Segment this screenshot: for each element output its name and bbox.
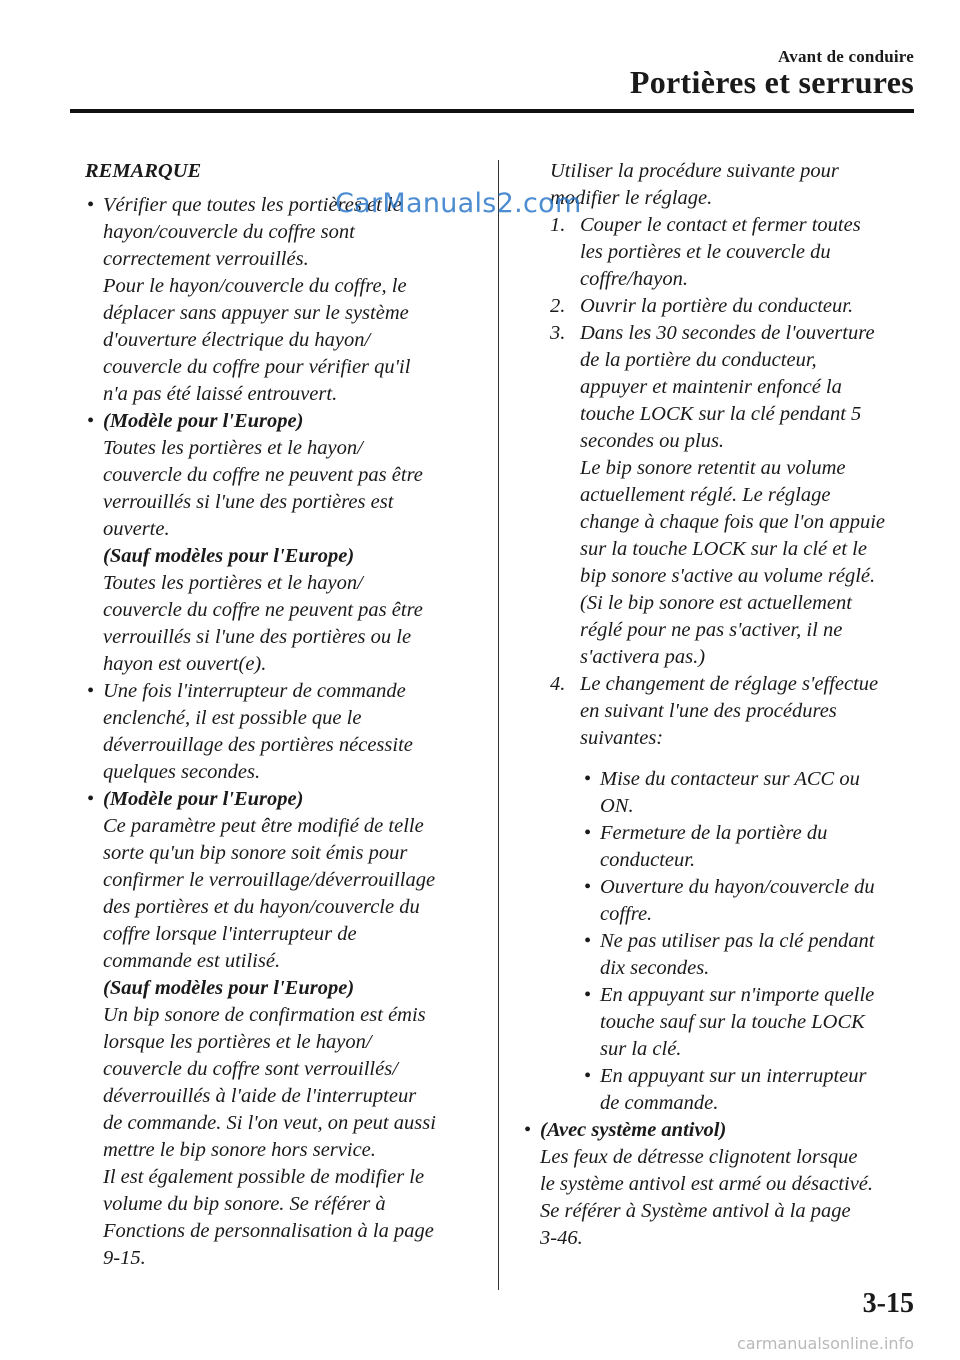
step-number: 1.: [550, 214, 566, 236]
text-line: en suivant l'une des procédures: [580, 700, 837, 722]
text-line: les portières et le couvercle du: [580, 241, 831, 263]
text-line: Ce paramètre peut être modifié de telle: [103, 815, 424, 837]
step-number: 4.: [550, 673, 566, 695]
sub-bullet-5: [512, 982, 922, 1063]
text-line: confirmer le verrouillage/déverrouillage: [103, 869, 436, 891]
text-line: Toutes les portières et le hayon/: [103, 572, 363, 594]
text-line: coffre/hayon.: [580, 268, 688, 290]
sub-bullet-2: [512, 820, 922, 874]
text-line: suivantes:: [580, 727, 664, 749]
text-line: conducteur.: [600, 849, 696, 871]
sub-bullet-4: [512, 928, 922, 982]
bullet-icon: •: [584, 984, 592, 1006]
text-line: Dans les 30 secondes de l'ouverture: [580, 322, 875, 344]
text-line: Les feux de détresse clignotent lorsque: [540, 1146, 858, 1168]
text-line: appuyer et maintenir enfoncé la: [580, 376, 842, 398]
bullet-icon: •: [87, 788, 95, 810]
text-line: déplacer sans appuyer sur le système: [103, 302, 409, 324]
text-line: Vérifier que toutes les portières et le: [103, 194, 402, 216]
bullet-icon: •: [584, 930, 592, 952]
text-line: réglé pour ne pas s'activer, il ne: [580, 619, 843, 641]
bullet-icon: •: [87, 410, 95, 432]
text-line: commande est utilisé.: [103, 950, 281, 972]
text-line: verrouillés si l'une des portières est: [103, 491, 394, 513]
header-rule: [70, 109, 914, 113]
text-line: n'a pas été laissé entrouvert.: [103, 383, 338, 405]
text-line: Mise du contacteur sur ACC ou: [600, 768, 860, 790]
note-bullet-1: [75, 192, 485, 408]
note-bullet-3: [75, 678, 485, 786]
model-heading: (Avec système antivol): [540, 1119, 727, 1141]
section-title: Portières et serrures: [629, 64, 914, 100]
text-line: hayon est ouvert(e).: [103, 653, 267, 675]
model-heading: (Modèle pour l'Europe): [103, 410, 304, 432]
text-line: des portières et du hayon/couvercle du: [103, 896, 420, 918]
text-line: coffre.: [600, 903, 653, 925]
text-line: quelques secondes.: [103, 761, 261, 783]
text-line: Le changement de réglage s'effectue: [580, 673, 879, 695]
text-line: Ouverture du hayon/couvercle du: [600, 876, 875, 898]
page-number: 3-15: [862, 1288, 914, 1319]
step-3: [512, 320, 922, 671]
text-line: touche sauf sur la touche LOCK: [600, 1011, 865, 1033]
text-line: ouverte.: [103, 518, 170, 540]
text-line: Couper le contact et fermer toutes: [580, 214, 861, 236]
text-line: le système antivol est armé ou désactivé.: [540, 1173, 874, 1195]
text-line: couvercle du coffre ne peuvent pas être: [103, 464, 423, 486]
text-line: couvercle du coffre pour vérifier qu'il: [103, 356, 411, 378]
note-bullet-4: [75, 786, 485, 1272]
antivol-bullet: [512, 1117, 922, 1252]
text-line: enclenché, il est possible que le: [103, 707, 362, 729]
text-line: sur la clé.: [600, 1038, 682, 1060]
text-line: Pour le hayon/couvercle du coffre, le: [103, 275, 407, 297]
text-line: déverrouillés à l'aide de l'interrupteur: [103, 1085, 417, 1107]
model-heading: (Modèle pour l'Europe): [103, 788, 304, 810]
text-line: couvercle du coffre ne peuvent pas être: [103, 599, 423, 621]
model-heading: (Sauf modèles pour l'Europe): [103, 545, 355, 567]
text-line: de la portière du conducteur,: [580, 349, 817, 371]
step-1: [512, 212, 922, 293]
bullet-icon: •: [584, 1065, 592, 1087]
footer-watermark: carmanualsonline.info: [736, 1334, 914, 1353]
text-line: 9-15.: [103, 1247, 146, 1269]
bullet-icon: •: [584, 822, 592, 844]
text-line: couvercle du coffre sont verrouillés/: [103, 1058, 398, 1080]
text-line: Se référer à Système antivol à la page: [540, 1200, 851, 1222]
text-line: hayon/couvercle du coffre sont: [103, 221, 355, 243]
text-line: s'activera pas.): [580, 646, 706, 668]
note-title: REMARQUE: [85, 160, 202, 182]
step-2: [512, 293, 922, 320]
text-line: touche LOCK sur la clé pendant 5: [580, 403, 862, 425]
step-number: 3.: [550, 322, 566, 344]
bullet-icon: •: [87, 680, 95, 702]
text-line: mettre le bip sonore hors service.: [103, 1139, 376, 1161]
text-line: verrouillés si l'une des portières ou le: [103, 626, 412, 648]
text-line: (Si le bip sonore est actuellement: [580, 592, 852, 614]
text-line: de commande.: [600, 1092, 719, 1114]
text-line: modifier le réglage.: [550, 187, 713, 209]
text-line: En appuyant sur n'importe quelle: [600, 984, 875, 1006]
text-line: Un bip sonore de confirmation est émis: [103, 1004, 426, 1026]
text-line: déverrouillage des portières nécessite: [103, 734, 413, 756]
text-line: ON.: [600, 795, 634, 817]
text-line: Fonctions de personnalisation à la page: [103, 1220, 434, 1242]
text-line: lorsque les portières et le hayon/: [103, 1031, 372, 1053]
text-line: Toutes les portières et le hayon/: [103, 437, 363, 459]
text-line: Utiliser la procédure suivante pour: [550, 160, 839, 182]
text-line: Le bip sonore retentit au volume: [580, 457, 846, 479]
text-line: Il est également possible de modifier le: [103, 1166, 425, 1188]
sub-bullet-6: [512, 1063, 922, 1117]
bullet-icon: •: [87, 194, 95, 216]
text-line: change à chaque fois que l'on appuie: [580, 511, 885, 533]
text-line: dix secondes.: [600, 957, 710, 979]
spacer: [512, 752, 922, 766]
bullet-icon: •: [584, 768, 592, 790]
text-line: sorte qu'un bip sonore soit émis pour: [103, 842, 408, 864]
left-column: [75, 158, 485, 1272]
text-line: bip sonore s'active au volume réglé.: [580, 565, 876, 587]
text-line: sur la touche LOCK sur la clé et le: [580, 538, 867, 560]
model-heading: (Sauf modèles pour l'Europe): [103, 977, 355, 999]
sub-bullet-1: [512, 766, 922, 820]
text-line: actuellement réglé. Le réglage: [580, 484, 831, 506]
bullet-icon: •: [584, 876, 592, 898]
text-line: d'ouverture électrique du hayon/: [103, 329, 371, 351]
step-number: 2.: [550, 295, 566, 317]
watermark-logo: CarManuals2.com: [335, 188, 582, 219]
bullet-icon: •: [524, 1119, 532, 1141]
column-divider: [498, 160, 499, 1290]
text-line: 3-46.: [540, 1227, 583, 1249]
right-column: [512, 158, 922, 1252]
text-line: volume du bip sonore. Se référer à: [103, 1193, 386, 1215]
text-line: Une fois l'interrupteur de commande: [103, 680, 406, 702]
text-line: correctement verrouillés.: [103, 248, 309, 270]
text-line: Ne pas utiliser pas la clé pendant: [600, 930, 875, 952]
section-small-title: Avant de conduire: [778, 47, 914, 66]
text-line: de commande. Si l'on veut, on peut aussi: [103, 1112, 436, 1134]
note-bullet-2: [75, 408, 485, 678]
sub-bullet-3: [512, 874, 922, 928]
step-4: [512, 671, 922, 752]
text-line: En appuyant sur un interrupteur: [600, 1065, 867, 1087]
text-line: Fermeture de la portière du: [600, 822, 828, 844]
text-line: secondes ou plus.: [580, 430, 725, 452]
text-line: Ouvrir la portière du conducteur.: [580, 295, 854, 317]
text-line: coffre lorsque l'interrupteur de: [103, 923, 357, 945]
